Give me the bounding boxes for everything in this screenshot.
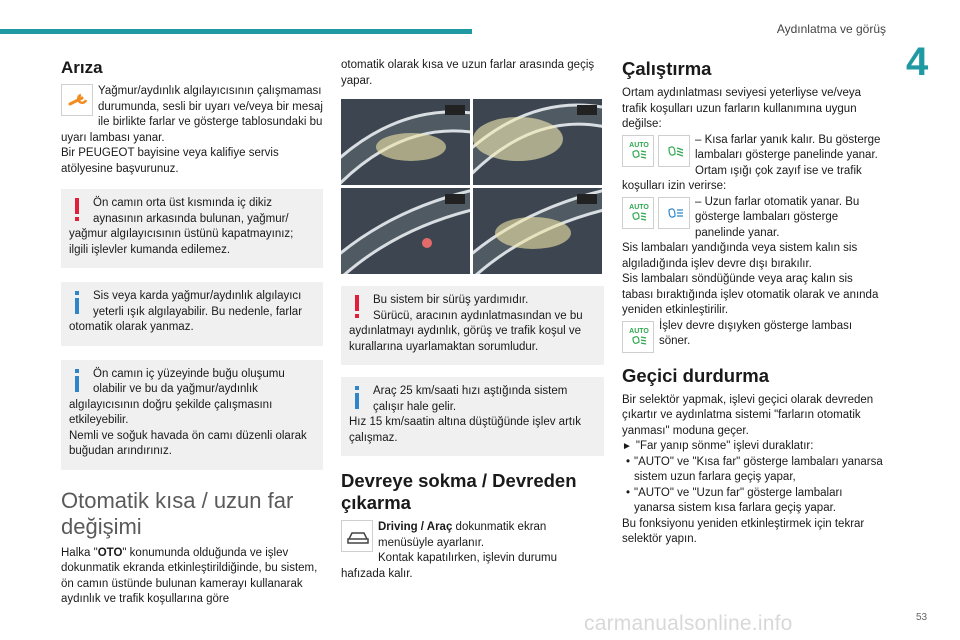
- warning-text-2b: Sürücü, aracının aydınlatmasından ve bu aydınlatmayı aydınlık, görüş ve trafik koşul ve kurallarına uyarlamaktan sorumludur.: [349, 309, 583, 353]
- svg-text:AUTO: AUTO: [629, 203, 649, 211]
- svg-text:AUTO: AUTO: [629, 141, 649, 149]
- column-2: [341, 58, 604, 582]
- svg-text:AUTO: AUTO: [629, 327, 649, 335]
- icon-pair-2: [622, 197, 690, 229]
- arrow-icon: ►: [622, 441, 632, 452]
- auto-lamp-icon: [622, 321, 654, 353]
- section-title: Aydınlatma ve görüş: [776, 22, 886, 36]
- activation-icon-wrap: [341, 520, 373, 552]
- warning-icon: [69, 196, 87, 226]
- warning-text-2: Bu sistem bir sürüş yardımıdır.: [373, 294, 529, 306]
- operation-item-3: İşlev devre dışıyken gösterge lambası söner.: [659, 319, 853, 347]
- watermark: carmanualsonline.info: [584, 612, 793, 635]
- pause-text: Bir selektör yapmak, işlevi geçici olarak devreden çıkartır ve aydınlatma sistemi "farların otomatik yanması" moduna geçer.: [622, 393, 874, 437]
- info-text-3: Araç 25 km/saati hızı aştığında sistem çalışır hale gelir.: [373, 385, 568, 413]
- wrench-icon: [61, 84, 93, 116]
- warning-note-2: [341, 286, 604, 365]
- info-note-2: [61, 360, 323, 470]
- pause-title: Geçici durdurma: [622, 364, 770, 386]
- fault-title: Arıza: [61, 58, 103, 77]
- column-1: [61, 58, 323, 608]
- info-text-3b: Hız 15 km/saatin altına düştüğünde işlev artık çalışmaz.: [349, 416, 582, 444]
- fault-text: Yağmur/aydınlık algılayıcısının çalışmaması durumunda, sesli bir uyarı ve/veya bir mesaj ile birlikte farlar ve gösterge tablosundaki bu uyarı lambası yanar.: [61, 85, 323, 144]
- column-3: [622, 58, 884, 548]
- main-beam-icon: [658, 197, 690, 229]
- top-accent-bar: [0, 29, 472, 34]
- activation-title: Devreye sokma / Devreden çıkarma: [341, 470, 577, 513]
- road-illustration: [341, 99, 604, 274]
- warning-text-1: Ön camın orta üst kısmında iç dikiz aynasının arkasında bulunan, yağmur/ yağmur algılayıcısının üstünü kapatmayınız; ilgili işlevler kumanda edilemez.: [69, 197, 294, 256]
- pause-bullet-2: • "AUTO" ve "Uzun far" gösterge lambaları yanarsa sistem kısa farlara geçiş yapar.: [622, 486, 884, 517]
- icon-single: [622, 321, 654, 353]
- road-image-4: [473, 188, 602, 274]
- road-image-3: [341, 188, 470, 274]
- car-icon: [341, 520, 373, 552]
- auto-lamp-icon: [622, 135, 654, 167]
- fault-icon-wrap: [61, 84, 93, 116]
- dipped-beam-icon: [658, 135, 690, 167]
- road-image-1: [341, 99, 470, 185]
- operation-text-2: Ortam ışığı çok zayıf ise ve trafik koşulları izin verirse:: [622, 164, 862, 192]
- info-icon: [69, 289, 87, 319]
- road-image-2: [473, 99, 602, 185]
- operation-text: Ortam aydınlatması seviyesi yeterliyse ve/veya trafik koşulları uzun farların kullanımına uygun değilse:: [622, 87, 862, 130]
- pause-step: ► "Far yanıp sönme" işlevi duraklatır:: [622, 440, 814, 452]
- chapter-number: 4: [906, 40, 929, 84]
- page-number: 53: [916, 612, 928, 623]
- auto-beam-title: Otomatik kısa / uzun far değişimi: [61, 487, 294, 539]
- info-text-2b: Nemli ve soğuk havada ön camı düzenli olarak buğudan arındırınız.: [69, 429, 307, 457]
- info-note-1: [61, 282, 323, 346]
- continued-text: otomatik olarak kısa ve uzun farlar arasında geçiş yapar.: [341, 59, 595, 87]
- fault-text-2: Bir PEUGEOT bayisine veya kalifiye servis atölyesine başvurunuz.: [61, 147, 279, 175]
- operation-text-3: Sis lambaları yandığında veya sistem kalın sis algıladığında işlev devre dışı bırakılır.: [622, 242, 858, 270]
- info-text-1: Sis veya karda yağmur/aydınlık algılayıcı yeterli ışık algılayabilir. Bu nedenle, farlar otomatik olarak yanmaz.: [69, 290, 303, 333]
- operation-item-2: – Uzun farlar otomatik yanar. Bu gösterge lambaları gösterge panelinde yanar.: [695, 195, 860, 239]
- activation-text: Driving / Araç dokunmatik ekran menüsüyle ayarlanır.: [378, 521, 547, 549]
- info-text-2: Ön camın iç yüzeyinde buğu oluşumu olabilir ve bu da yağmur/aydınlık algılayıcısının doğru şekilde çalışmasını etkileyebilir.: [69, 367, 285, 426]
- pause-bullet-1: • "AUTO" ve "Kısa far" gösterge lambaları yanarsa sistem uzun farlara geçiş yapar,: [622, 455, 884, 486]
- warning-icon: [349, 293, 367, 323]
- info-note-3: [341, 377, 604, 456]
- info-icon: [349, 384, 367, 414]
- activation-text-2: Kontak kapatılırken, işlevin durumu hafızada kalır.: [341, 552, 557, 580]
- operation-text-4: Sis lambaları söndüğünde veya araç kalın sis tabası bıraktığında işlev otomatik olarak ve anında yeniden etkinleştirilir.: [622, 273, 879, 316]
- operation-title: Çalıştırma: [622, 58, 712, 79]
- icon-pair-1: [622, 135, 690, 167]
- operation-item-1: – Kısa farlar yanık kalır. Bu gösterge lambaları gösterge panelinde yanar.: [695, 133, 881, 161]
- auto-beam-text: Halka "OTO" konumunda olduğunda ve işlev dokunmatik ekranda etkinleştirildiğinde, bu sistem, ön camın üstünde bulunan kamerayı kullanarak aydınlık ve trafik koşullarına göre: [61, 546, 318, 605]
- warning-note-1: [61, 189, 323, 268]
- info-icon: [69, 367, 87, 397]
- auto-lamp-icon: [622, 197, 654, 229]
- pause-text-2: Bu fonksiyonu yeniden etkinleştirmek için tekrar selektör yapın.: [622, 517, 865, 545]
